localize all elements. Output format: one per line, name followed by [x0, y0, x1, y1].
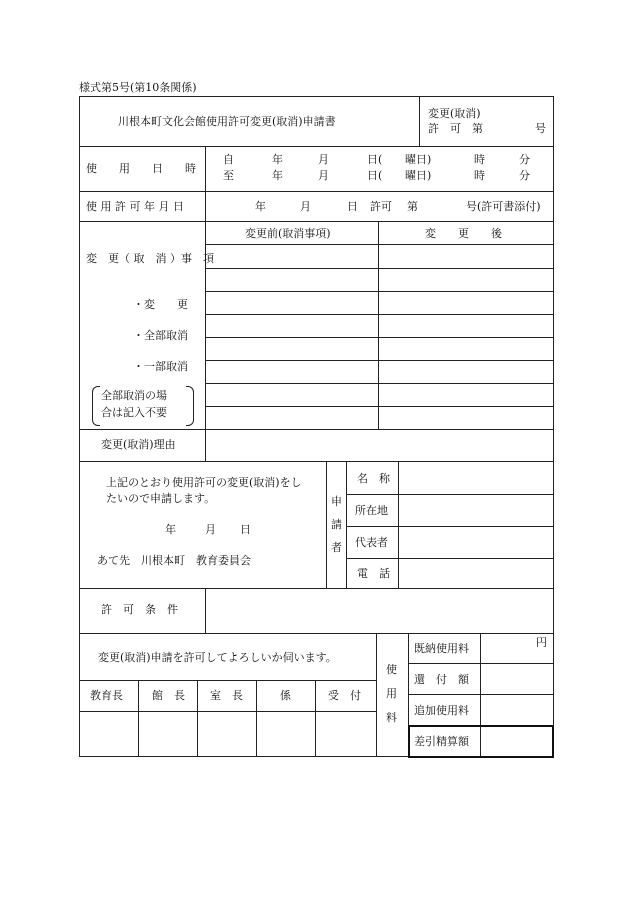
line — [205, 406, 553, 407]
field-name-label: 名 称 — [357, 472, 390, 485]
note-line-2: 合は記入不要 — [101, 406, 167, 419]
line — [79, 429, 553, 430]
col-before-header: 変更前(取消事項) — [245, 227, 331, 240]
line — [79, 633, 553, 634]
fee-settlement-label: 差引精算額 — [414, 735, 469, 748]
applicant-label-1: 申 — [331, 495, 342, 508]
permit-date-label: 使 用 許 可 年 月 日 — [86, 200, 184, 213]
fee-label-2: 用 — [386, 687, 397, 700]
line — [205, 244, 553, 245]
form-title: 川根本町文化会館使用許可変更(取消)申請書 — [118, 115, 336, 128]
line — [205, 291, 553, 292]
to-minute: 分 — [519, 169, 530, 182]
line — [79, 221, 553, 222]
from-year: 年 — [272, 153, 283, 166]
change-items-label: 変 更（ 取 消 ）事 項 — [86, 252, 214, 265]
statement-line-1: 上記のとおり使用許可の変更(取消)をし — [106, 476, 302, 489]
to-weekday: 曜日) — [405, 169, 432, 182]
form-number: 様式第5号(第10条関係) — [79, 81, 197, 94]
line — [205, 337, 553, 338]
fee-unit-yen: 円 — [536, 636, 547, 649]
to-hour: 時 — [474, 169, 485, 182]
line — [138, 680, 139, 756]
line — [346, 494, 553, 495]
line — [398, 461, 399, 588]
from-prefix: 自 — [223, 153, 234, 166]
line — [346, 558, 553, 559]
apply-date-month: 月 — [205, 523, 216, 536]
line — [79, 191, 553, 192]
line — [326, 461, 327, 588]
note-line-1: 全部取消の場 — [101, 389, 167, 402]
option-partial-cancel: ・一部取消 — [133, 360, 188, 373]
line — [205, 146, 206, 461]
stamp-section-head: 室 長 — [210, 689, 243, 702]
permit-no-label: 許 可 第 — [428, 122, 483, 135]
line — [205, 360, 553, 361]
permit-date-year: 年 — [255, 200, 266, 213]
stamp-education-head: 教育長 — [90, 689, 123, 702]
fee-paid-label: 既納使用料 — [414, 642, 469, 655]
note-bracket-left — [92, 386, 100, 426]
line — [79, 588, 553, 589]
addressee: あて先 川根本町 教育委員会 — [97, 554, 251, 567]
line — [205, 268, 553, 269]
permit-date-suffix: 号(許可書添付) — [466, 200, 541, 213]
line — [205, 314, 553, 315]
line — [346, 461, 347, 588]
line — [419, 96, 420, 146]
stamp-staff: 係 — [280, 689, 291, 702]
statement-line-2: たいので申請します。 — [106, 492, 216, 505]
approval-request: 変更(取消)申請を許可してよろしいか伺います。 — [98, 651, 337, 664]
fee-refund-label: 還 付 額 — [414, 673, 469, 686]
from-day: 日( — [367, 153, 383, 166]
from-minute: 分 — [519, 153, 530, 166]
option-change: ・変 更 — [133, 298, 188, 311]
fee-label-3: 料 — [386, 711, 397, 724]
to-year: 年 — [272, 169, 283, 182]
apply-date-year: 年 — [165, 523, 176, 536]
stamp-director: 館 長 — [152, 689, 185, 702]
stamp-reception: 受 付 — [328, 689, 361, 702]
line — [79, 96, 553, 97]
line — [79, 461, 553, 462]
applicant-label-2: 請 — [331, 518, 342, 531]
option-full-cancel: ・全部取消 — [133, 329, 188, 342]
permit-change-label: 変更(取消) — [428, 107, 481, 120]
note-bracket-right — [186, 386, 194, 426]
to-prefix: 至 — [223, 169, 234, 182]
col-after-header: 変 更 後 — [425, 227, 502, 240]
to-day: 日( — [367, 169, 383, 182]
line — [376, 633, 377, 756]
to-month: 月 — [318, 169, 329, 182]
reason-label: 変更(取消)理由 — [101, 438, 176, 451]
permit-date-month: 月 — [300, 200, 311, 213]
line — [346, 526, 553, 527]
line — [197, 680, 198, 756]
permit-no-suffix: 号 — [535, 122, 546, 135]
from-hour: 時 — [474, 153, 485, 166]
fee-label-1: 使 — [386, 663, 397, 676]
line — [256, 680, 257, 756]
apply-date-day: 日 — [240, 523, 251, 536]
line — [205, 588, 206, 633]
permit-date-permit: 許可 — [370, 200, 392, 213]
line — [79, 146, 553, 147]
permit-date-day: 日 — [347, 200, 358, 213]
line — [205, 383, 553, 384]
from-month: 月 — [318, 153, 329, 166]
line — [378, 221, 379, 429]
field-address-label: 所在地 — [355, 504, 388, 517]
usage-datetime-label: 使 用 日 時 — [86, 162, 196, 175]
from-weekday: 曜日) — [405, 153, 432, 166]
field-phone-label: 電 話 — [357, 567, 390, 580]
conditions-label: 許 可 条 件 — [101, 603, 178, 616]
line — [79, 96, 80, 757]
line — [79, 680, 376, 681]
line — [315, 680, 316, 756]
fee-additional-label: 追加使用料 — [414, 704, 469, 717]
applicant-label-3: 者 — [331, 541, 342, 554]
line — [553, 96, 554, 757]
permit-date-no: 第 — [407, 200, 418, 213]
line — [79, 711, 376, 712]
field-representative-label: 代表者 — [355, 536, 388, 549]
